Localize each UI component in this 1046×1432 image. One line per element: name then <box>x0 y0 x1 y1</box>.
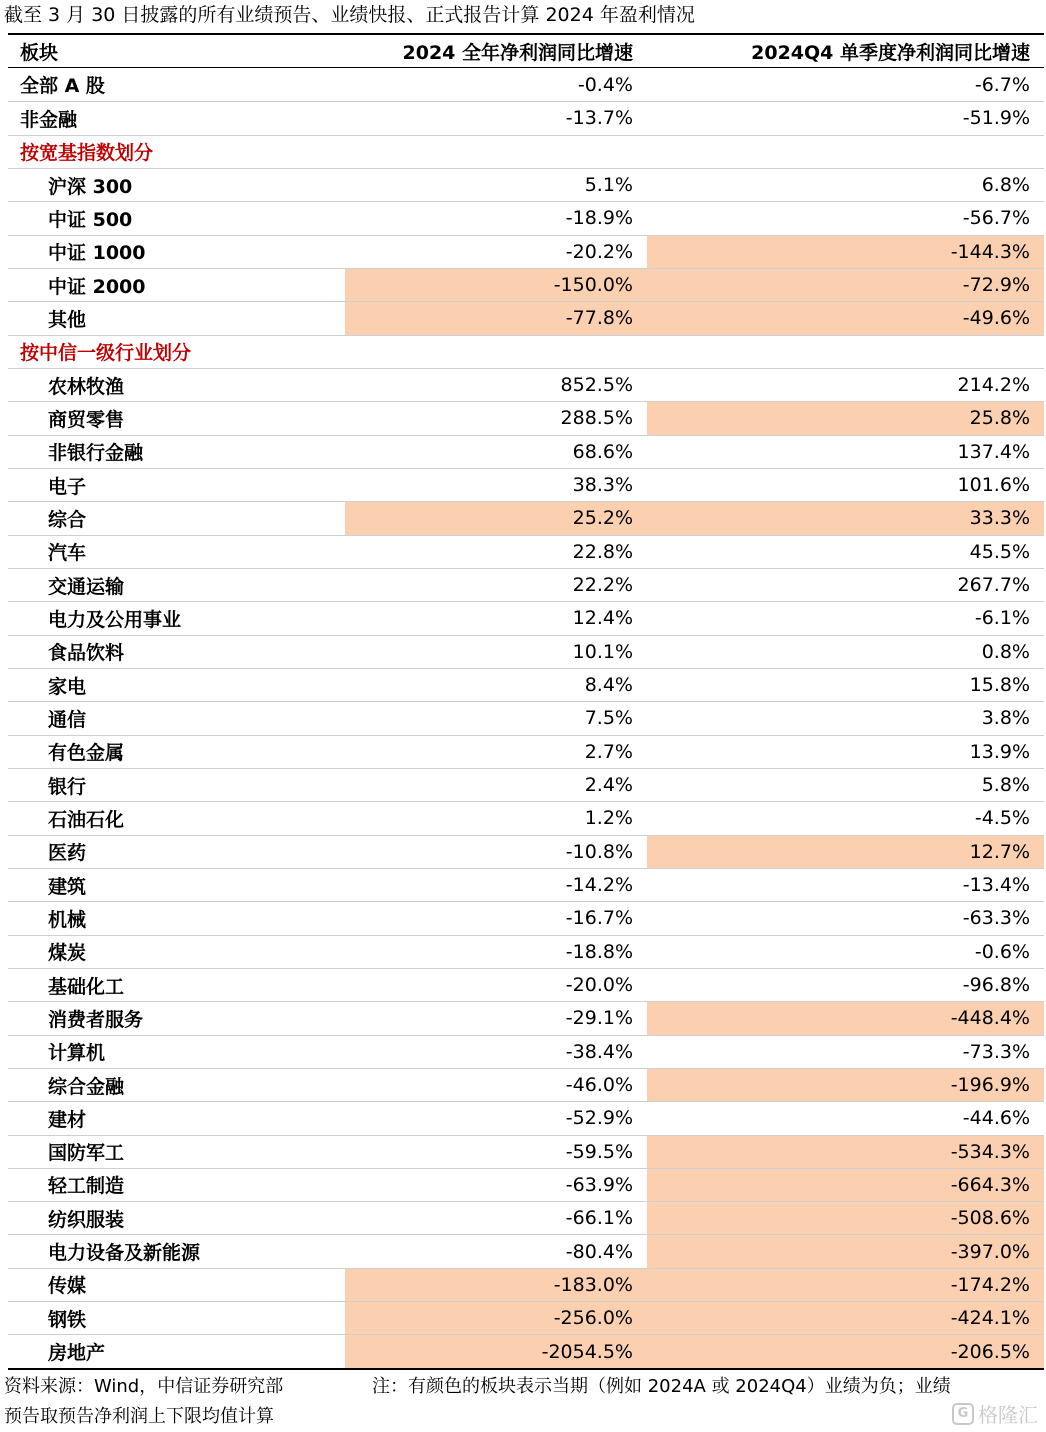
full-year-growth-cell: 288.5% <box>560 407 633 430</box>
table-row <box>8 601 1044 634</box>
sector-name: 计算机 <box>48 1042 106 1065</box>
q4-growth-cell: -534.3% <box>647 1136 1044 1168</box>
full-year-growth-cell: -14.2% <box>565 874 633 897</box>
sector-name: 传媒 <box>48 1275 87 1298</box>
q4-growth-cell: 5.8% <box>981 774 1030 797</box>
q4-growth-cell: 13.9% <box>969 740 1030 763</box>
full-year-growth-cell: -46.0% <box>565 1074 633 1096</box>
q4-growth-cell: 45.5% <box>969 540 1030 563</box>
q4-growth-cell: -49.6% <box>647 302 1044 334</box>
table-row <box>8 401 1044 434</box>
sector-name: 食品饮料 <box>48 642 125 665</box>
full-year-growth-cell: 8.4% <box>584 674 633 697</box>
table-row <box>8 635 1044 668</box>
q4-growth-cell: 137.4% <box>957 440 1030 463</box>
table-row <box>8 668 1044 701</box>
full-year-growth-cell: 5.1% <box>584 174 633 197</box>
full-year-growth-cell: 2.7% <box>584 740 633 763</box>
table-row <box>8 968 1044 1001</box>
table-row <box>8 1201 1044 1234</box>
table-row <box>8 101 1044 134</box>
q4-growth-cell: -96.8% <box>962 974 1030 997</box>
full-year-growth-cell: 12.4% <box>572 607 633 630</box>
sector-name: 银行 <box>48 775 87 798</box>
q4-growth-cell: -72.9% <box>647 269 1044 301</box>
source-note: 资料来源：Wind，中信证券研究部 <box>4 1376 284 1397</box>
sector-name: 消费者服务 <box>48 1008 144 1031</box>
full-year-growth-cell: -63.9% <box>565 1173 633 1196</box>
q4-growth-cell: -63.3% <box>962 907 1030 930</box>
table-row <box>8 201 1044 234</box>
full-year-growth-cell: 38.3% <box>572 474 633 497</box>
table-row <box>8 1268 1044 1301</box>
sector-name: 中证 500 <box>48 208 133 231</box>
q4-growth-cell: -4.5% <box>974 807 1030 830</box>
q4-growth-cell: 267.7% <box>957 574 1030 597</box>
table-row <box>8 701 1044 734</box>
table-row <box>8 835 1044 868</box>
sector-name: 全部 A 股 <box>20 75 105 98</box>
full-year-growth-cell: 22.8% <box>572 540 633 563</box>
q4-growth-cell: 0.8% <box>981 640 1030 663</box>
sector-name: 轻工制造 <box>48 1175 125 1198</box>
q4-growth-cell: -73.3% <box>962 1040 1030 1063</box>
full-year-growth-cell: -18.9% <box>565 207 633 230</box>
q4-growth-cell: -664.3% <box>647 1169 1044 1201</box>
full-year-growth-cell: 7.5% <box>584 707 633 730</box>
sector-name: 电力设备及新能源 <box>48 1242 201 1265</box>
q4-growth-cell: 33.3% <box>647 502 1044 534</box>
sector-name: 商贸零售 <box>48 408 125 431</box>
table-body <box>8 68 1044 1368</box>
full-year-growth-cell: -77.8% <box>345 302 647 334</box>
sector-name: 医药 <box>48 842 87 865</box>
q4-growth-cell: -196.9% <box>647 1069 1044 1101</box>
sector-name: 汽车 <box>48 542 87 565</box>
header-2024-full-year: 2024 全年净利润同比增速 <box>402 41 633 64</box>
sector-name: 电力及公用事业 <box>48 608 182 631</box>
table-row <box>8 68 1044 101</box>
q4-growth-cell: 3.8% <box>981 707 1030 730</box>
sector-name: 交通运输 <box>48 575 125 598</box>
full-year-growth-cell: -52.9% <box>565 1107 633 1130</box>
table-row <box>8 1168 1044 1201</box>
watermark-text: 格隆汇 <box>978 1403 1038 1427</box>
sector-name: 建筑 <box>48 875 87 898</box>
table-row <box>8 868 1044 901</box>
q4-growth-cell: 25.8% <box>647 402 1044 434</box>
table-row <box>8 268 1044 301</box>
full-year-growth-cell: 68.6% <box>572 440 633 463</box>
watermark <box>952 1399 1038 1428</box>
q4-growth-cell: -174.2% <box>647 1269 1044 1301</box>
sector-name: 机械 <box>48 908 87 931</box>
section-row <box>8 335 1044 368</box>
q4-growth-cell: -51.9% <box>962 107 1030 130</box>
q4-growth-cell: 6.8% <box>981 174 1030 197</box>
q4-growth-cell: 12.7% <box>647 836 1044 868</box>
full-year-growth-cell: -0.4% <box>577 73 633 96</box>
sector-name: 综合金融 <box>48 1075 125 1098</box>
full-year-growth-cell: -256.0% <box>345 1302 647 1334</box>
full-year-growth-cell: -38.4% <box>565 1040 633 1063</box>
sector-name: 中证 2000 <box>48 275 146 298</box>
sector-name: 有色金属 <box>48 742 125 765</box>
q4-growth-cell: 214.2% <box>957 374 1030 397</box>
sector-name: 沪深 300 <box>48 175 133 198</box>
table-header <box>8 35 1044 68</box>
q4-growth-cell: -206.5% <box>647 1335 1044 1367</box>
table-row <box>8 568 1044 601</box>
gelonghui-logo-icon: G <box>952 1403 974 1425</box>
section-title: 按宽基指数划分 <box>20 142 154 165</box>
table-row <box>8 801 1044 834</box>
full-year-growth-cell: -59.5% <box>565 1140 633 1163</box>
q4-growth-cell: -424.1% <box>647 1302 1044 1334</box>
table-row <box>8 501 1044 534</box>
table-row <box>8 1334 1044 1367</box>
sector-name: 钢铁 <box>48 1308 87 1331</box>
q4-growth-cell: -397.0% <box>647 1235 1044 1267</box>
sector-name: 煤炭 <box>48 942 87 965</box>
full-year-growth-cell: -2054.5% <box>345 1335 647 1367</box>
q4-growth-cell: 101.6% <box>957 474 1030 497</box>
full-year-growth-cell: 10.1% <box>572 640 633 663</box>
q4-growth-cell: -44.6% <box>962 1107 1030 1130</box>
table-row <box>8 1068 1044 1101</box>
full-year-growth-cell: 2.4% <box>584 774 633 797</box>
sector-name: 中证 1000 <box>48 242 146 265</box>
section-title: 按中信一级行业划分 <box>20 342 192 365</box>
sector-name: 综合 <box>48 508 87 531</box>
q4-growth-cell: -508.6% <box>647 1202 1044 1234</box>
q4-growth-cell: 15.8% <box>969 674 1030 697</box>
section-row <box>8 135 1044 168</box>
q4-growth-cell: -0.6% <box>974 940 1030 963</box>
table-row <box>8 468 1044 501</box>
table-row <box>8 235 1044 268</box>
full-year-growth-cell: -80.4% <box>565 1240 633 1263</box>
sector-name: 通信 <box>48 708 87 731</box>
table-row <box>8 901 1044 934</box>
footnote-line-2: 预告取预告净利润上下限均值计算 <box>4 1406 274 1427</box>
table-row <box>8 535 1044 568</box>
table-row <box>8 1135 1044 1168</box>
table-row <box>8 768 1044 801</box>
sector-name: 非金融 <box>20 108 78 131</box>
table-row <box>8 1234 1044 1267</box>
q4-growth-cell: -144.3% <box>647 236 1044 268</box>
sector-name: 农林牧渔 <box>48 375 125 398</box>
full-year-growth-cell: 22.2% <box>572 574 633 597</box>
footnote-line-1: 注：有颜色的板块表示当期（例如 2024A 或 2024Q4）业绩为负；业绩 <box>372 1376 951 1397</box>
table-row <box>8 301 1044 334</box>
full-year-growth-cell: -13.7% <box>565 107 633 130</box>
full-year-growth-cell: 1.2% <box>584 807 633 830</box>
full-year-growth-cell: -16.7% <box>565 907 633 930</box>
sector-name: 石油石化 <box>48 808 125 831</box>
table-row <box>8 1001 1044 1034</box>
sector-name: 国防军工 <box>48 1142 125 1165</box>
full-year-growth-cell: -183.0% <box>345 1269 647 1301</box>
header-2024q4: 2024Q4 单季度净利润同比增速 <box>751 41 1030 64</box>
q4-growth-cell: -13.4% <box>962 874 1030 897</box>
q4-growth-cell: -448.4% <box>647 1002 1044 1034</box>
full-year-growth-cell: -29.1% <box>565 1007 633 1030</box>
table-row <box>8 935 1044 968</box>
sector-name: 电子 <box>48 475 87 498</box>
full-year-growth-cell: 852.5% <box>560 374 633 397</box>
table-row <box>8 1035 1044 1068</box>
sector-name: 建材 <box>48 1108 87 1131</box>
full-year-growth-cell: 25.2% <box>345 502 647 534</box>
earnings-table <box>8 33 1044 1370</box>
sector-name: 其他 <box>48 308 87 331</box>
full-year-growth-cell: -18.8% <box>565 940 633 963</box>
q4-growth-cell: -6.7% <box>974 73 1030 96</box>
table-row <box>8 735 1044 768</box>
q4-growth-cell: -56.7% <box>962 207 1030 230</box>
table-row <box>8 1301 1044 1334</box>
page-title: 截至 3 月 30 日披露的所有业绩预告、业绩快报、正式报告计算 2024 年盈利情况 <box>4 4 695 26</box>
sector-name: 基础化工 <box>48 975 125 998</box>
table-row <box>8 435 1044 468</box>
table-row <box>8 168 1044 201</box>
sector-name: 非银行金融 <box>48 442 144 465</box>
header-sector: 板块 <box>20 41 59 64</box>
full-year-growth-cell: -20.0% <box>565 974 633 997</box>
table-row <box>8 368 1044 401</box>
full-year-growth-cell: -10.8% <box>565 840 633 863</box>
sector-name: 家电 <box>48 675 87 698</box>
full-year-growth-cell: -150.0% <box>345 269 647 301</box>
table-row <box>8 1101 1044 1134</box>
full-year-growth-cell: -66.1% <box>565 1207 633 1230</box>
full-year-growth-cell: -20.2% <box>565 240 633 263</box>
sector-name: 房地产 <box>48 1342 106 1365</box>
sector-name: 纺织服装 <box>48 1208 125 1231</box>
q4-growth-cell: -6.1% <box>974 607 1030 630</box>
